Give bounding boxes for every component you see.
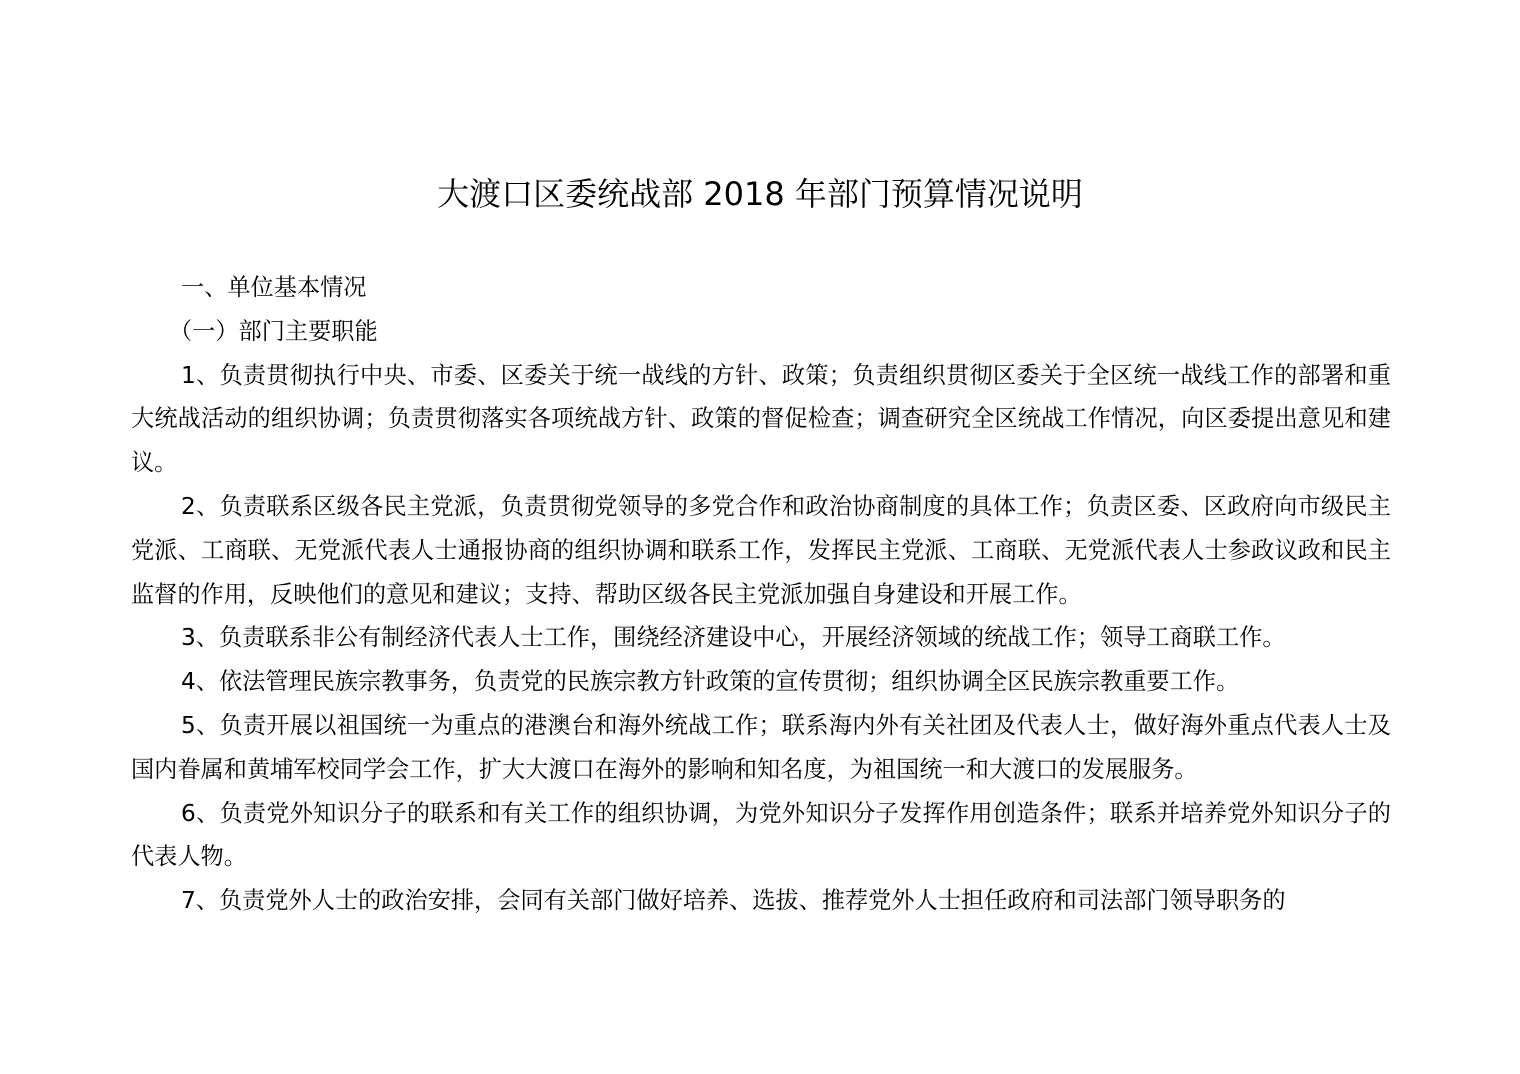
document-title: 大渡口区委统战部 2018 年部门预算情况说明	[437, 175, 1083, 213]
paragraph-6: 6、负责党外知识分子的联系和有关工作的组织协调，为党外知识分子发挥作用创造条件；联系并培养党外知识分子的代表人物。	[131, 799, 1391, 871]
paragraph-4: 4、依法管理民族宗教事务，负责党的民族宗教方针政策的宣传贯彻；组织协调全区民族宗教重要工作。	[181, 668, 1240, 696]
section-heading: 一、单位基本情况	[181, 274, 367, 301]
paragraph-5: 5、负责开展以祖国统一为重点的港澳台和海外统战工作；联系海内外有关社团及代表人士，做好海外重点代表人士及国内眷属和黄埔军校同学会工作，扩大大渡口在海外的影响和知名度，为祖国统一和大渡口的发展服务。	[131, 711, 1391, 783]
paragraph-1: 1、负责贯彻执行中央、市委、区委关于统一战线的方针、政策；负责组织贯彻区委关于全区统一战线工作的部署和重大统战活动的组织协调；负责贯彻落实各项统战方针、政策的督促检查；调查研究全区统战工作情况，向区委提出意见和建议。	[131, 361, 1391, 477]
paragraph-2: 2、负责联系区级各民主党派，负责贯彻党领导的多党合作和政治协商制度的具体工作；负责区委、区政府向市级民主党派、工商联、无党派代表人士通报协商的组织协调和联系工作，发挥民主党派、工商联、无党派代表人士参政议政和民主监督的作用，反映他们的意见和建议；支持、帮助区级各民主党派加强自身建设和开展工作。	[131, 492, 1391, 608]
document-body	[131, 266, 1391, 923]
subsection-heading: （一）部门主要职能	[169, 317, 378, 345]
paragraph-3: 3、负责联系非公有制经济代表人士工作，围绕经济建设中心，开展经济领域的统战工作；领导工商联工作。	[181, 624, 1286, 652]
paragraph-7: 7、负责党外人士的政治安排，会同有关部门做好培养、选拔、推荐党外人士担任政府和司法部门领导职务的	[181, 887, 1286, 915]
